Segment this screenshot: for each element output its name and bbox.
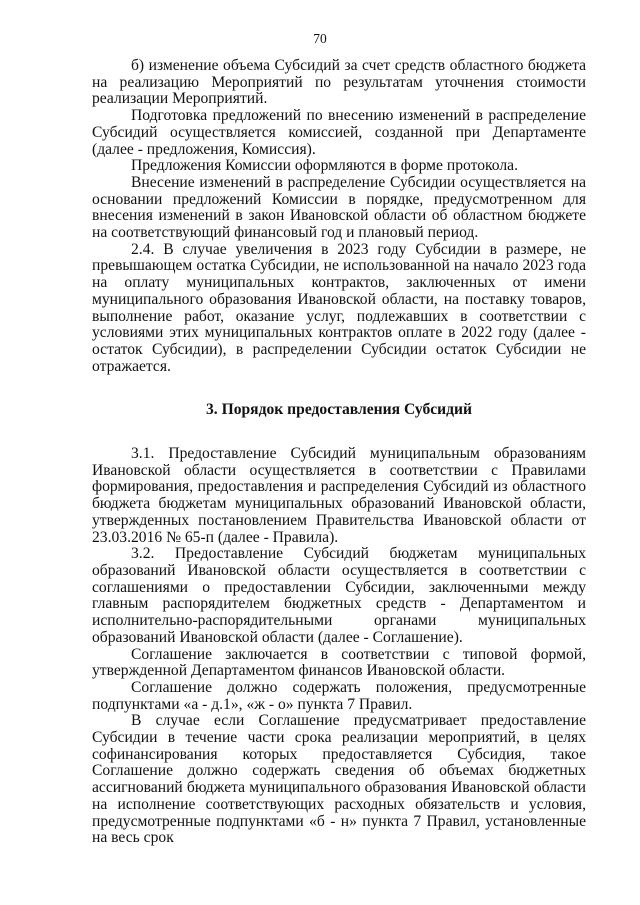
paragraph-partial-term: В случае если Соглашение предусматривает предоставление Субсидии в течение части срока реализации мероприятий, в целях софинансирования которых предоставляется Субсидия, такое Соглашение должно содержать сведения об объемах бюджетных ассигнований бюджета муниципального образования Ивановской области на исполнение соответствующих расходных обязательств и условия, предусмотренные подпунктами «б - н» пункта 7 Правил, установленные на весь срок	[92, 712, 586, 847]
paragraph-distribution-changes: Внесение изменений в распределение Субсидии осуществляется на основании предложений Комиссии в порядке, предусмотренном для внесения изменений в закон Ивановской области об областном бюджете на соответствующий финансовый год и плановый период.	[92, 173, 586, 242]
paragraph-commission: Подготовка предложений по внесению изменений в распределение Субсидий осуществляется комиссией, созданной при Департаменте (далее - предложения, Комиссия).	[92, 107, 586, 158]
paragraph-protocol: Предложения Комиссии оформляются в форме протокола.	[131, 157, 518, 175]
paragraph-agreement-form: Соглашение заключается в соответствии с типовой формой, утвержденной Департаментом финансов Ивановской области.	[92, 645, 586, 680]
paragraph-budget-change: б) изменение объема Субсидий за счет средств областного бюджета на реализацию Мероприятий по результатам уточнения стоимости реализации Мероприятий.	[92, 57, 586, 108]
page-number: 70	[313, 31, 327, 46]
paragraph-3-1: 3.1. Предоставление Субсидий муниципальным образованиям Ивановской области осуществляется в соответствии с Правилами формирования, предоставления и распределения Субсидий из областного бюджета бюджетам муниципальных образований Ивановской области, утвержденных постановлением Правительства Ивановской области от 23.03.2016 № 65-п (далее - Правила).	[92, 445, 586, 546]
document-body	[92, 58, 586, 847]
paragraph-agreement-content: Соглашение должно содержать положения, предусмотренные подпунктами «а - д.1», «ж - о» пункта 7 Правил.	[92, 678, 586, 713]
paragraph-2-4: 2.4. В случае увеличения в 2023 году Субсидии в размере, не превышающем остатка Субсидии, не использованной на начало 2023 года на оплату муниципальных контрактов, заключенных от имени муниципального образования Ивановской области, на поставку товаров, выполнение работ, оказание услуг, подлежавших в соответствии с условиями этих муниципальных контрактов оплате в 2022 году (далее - остаток Субсидии), в распределении Субсидии остаток Субсидии не отражается.	[92, 240, 586, 375]
paragraph-3-2: 3.2. Предоставление Субсидий бюджетам муниципальных образований Ивановской области осуществляется в соответствии с соглашениями о предоставлении Субсидии, заключенными между главным распорядителем бюджетных средств - Департаментом и исполнительно-распорядительными органами муниципальных образований Ивановской области (далее - Соглашение).	[92, 545, 586, 646]
section-title: 3. Порядок предоставления Субсидий	[205, 401, 473, 419]
